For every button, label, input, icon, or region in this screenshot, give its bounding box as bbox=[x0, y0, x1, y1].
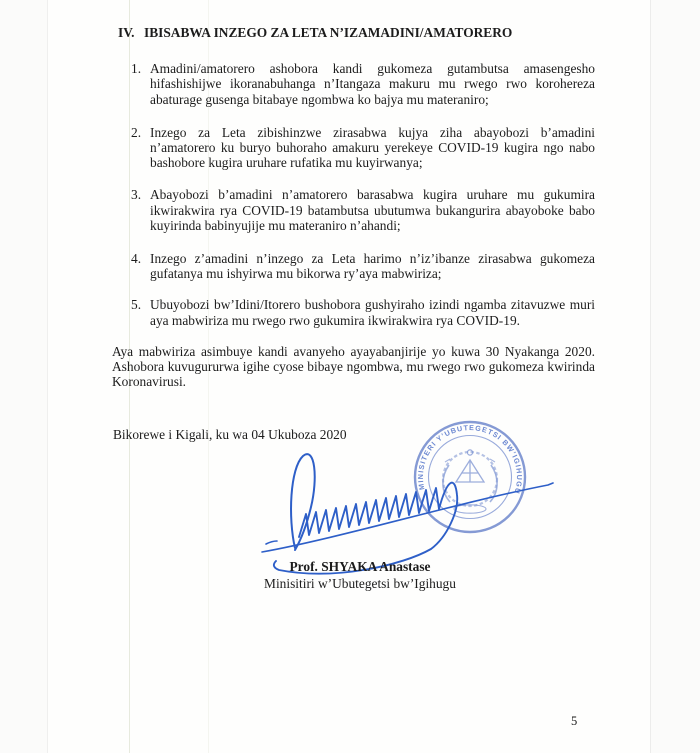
list-item-number: 1. bbox=[131, 61, 142, 77]
list-item-text: Abayobozi b’amadini n’amatorero barasabwa kugira uruhare mu gukumira ikwirakwira rya COVID-19 batambutsa ubutumwa bukangurira abayoboke babo kuyirinda babinyujije mu materaniro n’ahandi; bbox=[150, 187, 595, 233]
stamp-ring-text: MINISITERI Y’UBUTEGETSI BW’IGIHUGU bbox=[415, 423, 525, 496]
list-item-number: 4. bbox=[131, 251, 142, 267]
section-title: IBISABWA INZEGO ZA LETA N’IZAMADINI/AMATORERO bbox=[144, 25, 513, 40]
document-body bbox=[112, 25, 595, 443]
page-edge-left bbox=[47, 0, 48, 753]
signatory-name: Prof. SHYAKA Anastase bbox=[289, 559, 431, 574]
signatory-block bbox=[240, 559, 480, 592]
list-item-number: 3. bbox=[131, 187, 142, 203]
signatory-title: Minisitiri w’Ubutegetsi bw’Igihugu bbox=[264, 575, 456, 591]
page-edge-right bbox=[650, 0, 651, 753]
list-item bbox=[131, 187, 595, 233]
stamp-hut-emblem bbox=[456, 460, 484, 482]
list-item-text: Ubuyobozi bw’Idini/Itorero bushobora gushyiraho izindi ngamba zitavuzwe muri aya mabwiriza mu rwego rwo gukumira ikwirakwira rya COVID-19. bbox=[150, 297, 595, 328]
section-numeral: IV. bbox=[118, 25, 135, 40]
list-item bbox=[131, 251, 595, 281]
list-item bbox=[131, 61, 595, 107]
page-number: 5 bbox=[571, 714, 578, 728]
list-item-number: 2. bbox=[131, 124, 142, 140]
closing-paragraph: Aya mabwiriza asimbuye kandi avanyeho ayayabanjirije yo kuwa 30 Nyakanga 2020. Ashobora kuvugururwa igihe cyose bibaye ngombwa, mu rwego rwo gukomeza kwirinda Koronavirusi. bbox=[112, 343, 595, 390]
list-item-text: Inzego z’amadini n’inzego za Leta harimo n’iz’ibanze zirasabwa gukomeza gufatanya mu ishyirwa mu bikorwa ry’aya mabwiriza; bbox=[150, 251, 595, 282]
list-item-text: Inzego za Leta zibishinzwe zirasabwa kujya ziha abayobozi b’amadini n’amatorero ku buryo buhoraho amakuru yerekeye COVID-19 kugira ngo nabo bashobore kugira uruhare rufatika mu kuyirwanya; bbox=[150, 124, 595, 171]
ministry-stamp bbox=[410, 419, 530, 537]
list-item bbox=[131, 125, 595, 171]
place-date-line: Bikorewe i Kigali, ku wa 04 Ukuboza 2020 bbox=[113, 427, 347, 443]
list-item bbox=[131, 297, 595, 327]
section-heading bbox=[118, 25, 595, 40]
list-item-number: 5. bbox=[131, 297, 142, 313]
list-item-text: Amadini/amatorero ashobora kandi gukomeza gutambutsa amasengesho hifashishijwe ikoranabuhanga n’Itangaza makuru mu rwego rwo korohereza abaturage gusenga bitabaye ngombwa ko bajya mu materaniro; bbox=[150, 61, 595, 107]
